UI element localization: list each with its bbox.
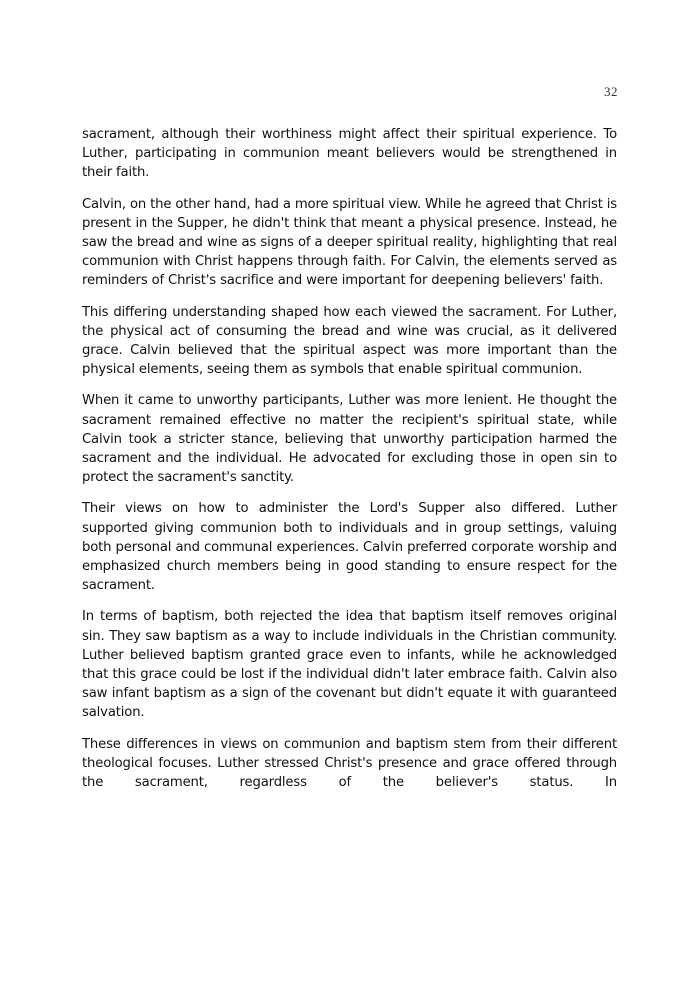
- paragraph-baptism: In terms of baptism, both rejected the idea that baptism itself removes original sin. They saw baptism as a way to include individuals in the Christian community. Luther believed baptism granted grace even to infants, while he acknowledged that this grace could be lost if the individual didn't later embrace faith. Calvin also saw infant baptism as a sign of the covenant but didn't equate it with guaranteed salvation.: [82, 609, 617, 721]
- paragraph-administering-supper: Their views on how to administer the Lord's Supper also differed. Luther supported giving communion both to individuals and in group settings, valuing both personal and communal experiences. Calvin preferred corporate worship and emphasized church members being in good standing to ensure respect for the sacrament.: [82, 501, 617, 594]
- paragraph-theological-focuses: These differences in views on communion and baptism stem from their different theological focuses. Luther stressed Christ's presence and grace offered through the sacrament, regardless of the believer's status. In: [82, 736, 617, 791]
- paragraph-calvin-spiritual-view: Calvin, on the other hand, had a more spiritual view. While he agreed that Christ is present in the Supper, he didn't think that meant a physical presence. Instead, he saw the bread and wine as signs of a deeper spiritual reality, highlighting that real communion with Christ happens through faith. For Calvin, the elements served as reminders of Christ's sacrifice and were important for deepening believers' faith.: [82, 196, 617, 289]
- paragraph-luther-communion: sacrament, although their worthiness might affect their spiritual experience. To Luther, participating in communion meant believers would be strengthened in their faith.: [82, 127, 617, 181]
- page-number: 32: [604, 84, 618, 99]
- paragraph-unworthy-participants: When it came to unworthy participants, Luther was more lenient. He thought the sacrament remained effective no matter the recipient's spiritual state, while Calvin took a stricter stance, believing that unworthy participation harmed the sacrament and the individual. He advocated for excluding those in open sin to protect the sacrament's sanctity.: [82, 393, 617, 486]
- document-body: [82, 125, 617, 804]
- paragraph-differing-understanding: This differing understanding shaped how each viewed the sacrament. For Luther, the physical act of consuming the bread and wine was crucial, as it delivered grace. Calvin believed that the spiritual aspect was more important than the physical elements, seeing them as symbols that enable spiritual communion.: [82, 304, 617, 378]
